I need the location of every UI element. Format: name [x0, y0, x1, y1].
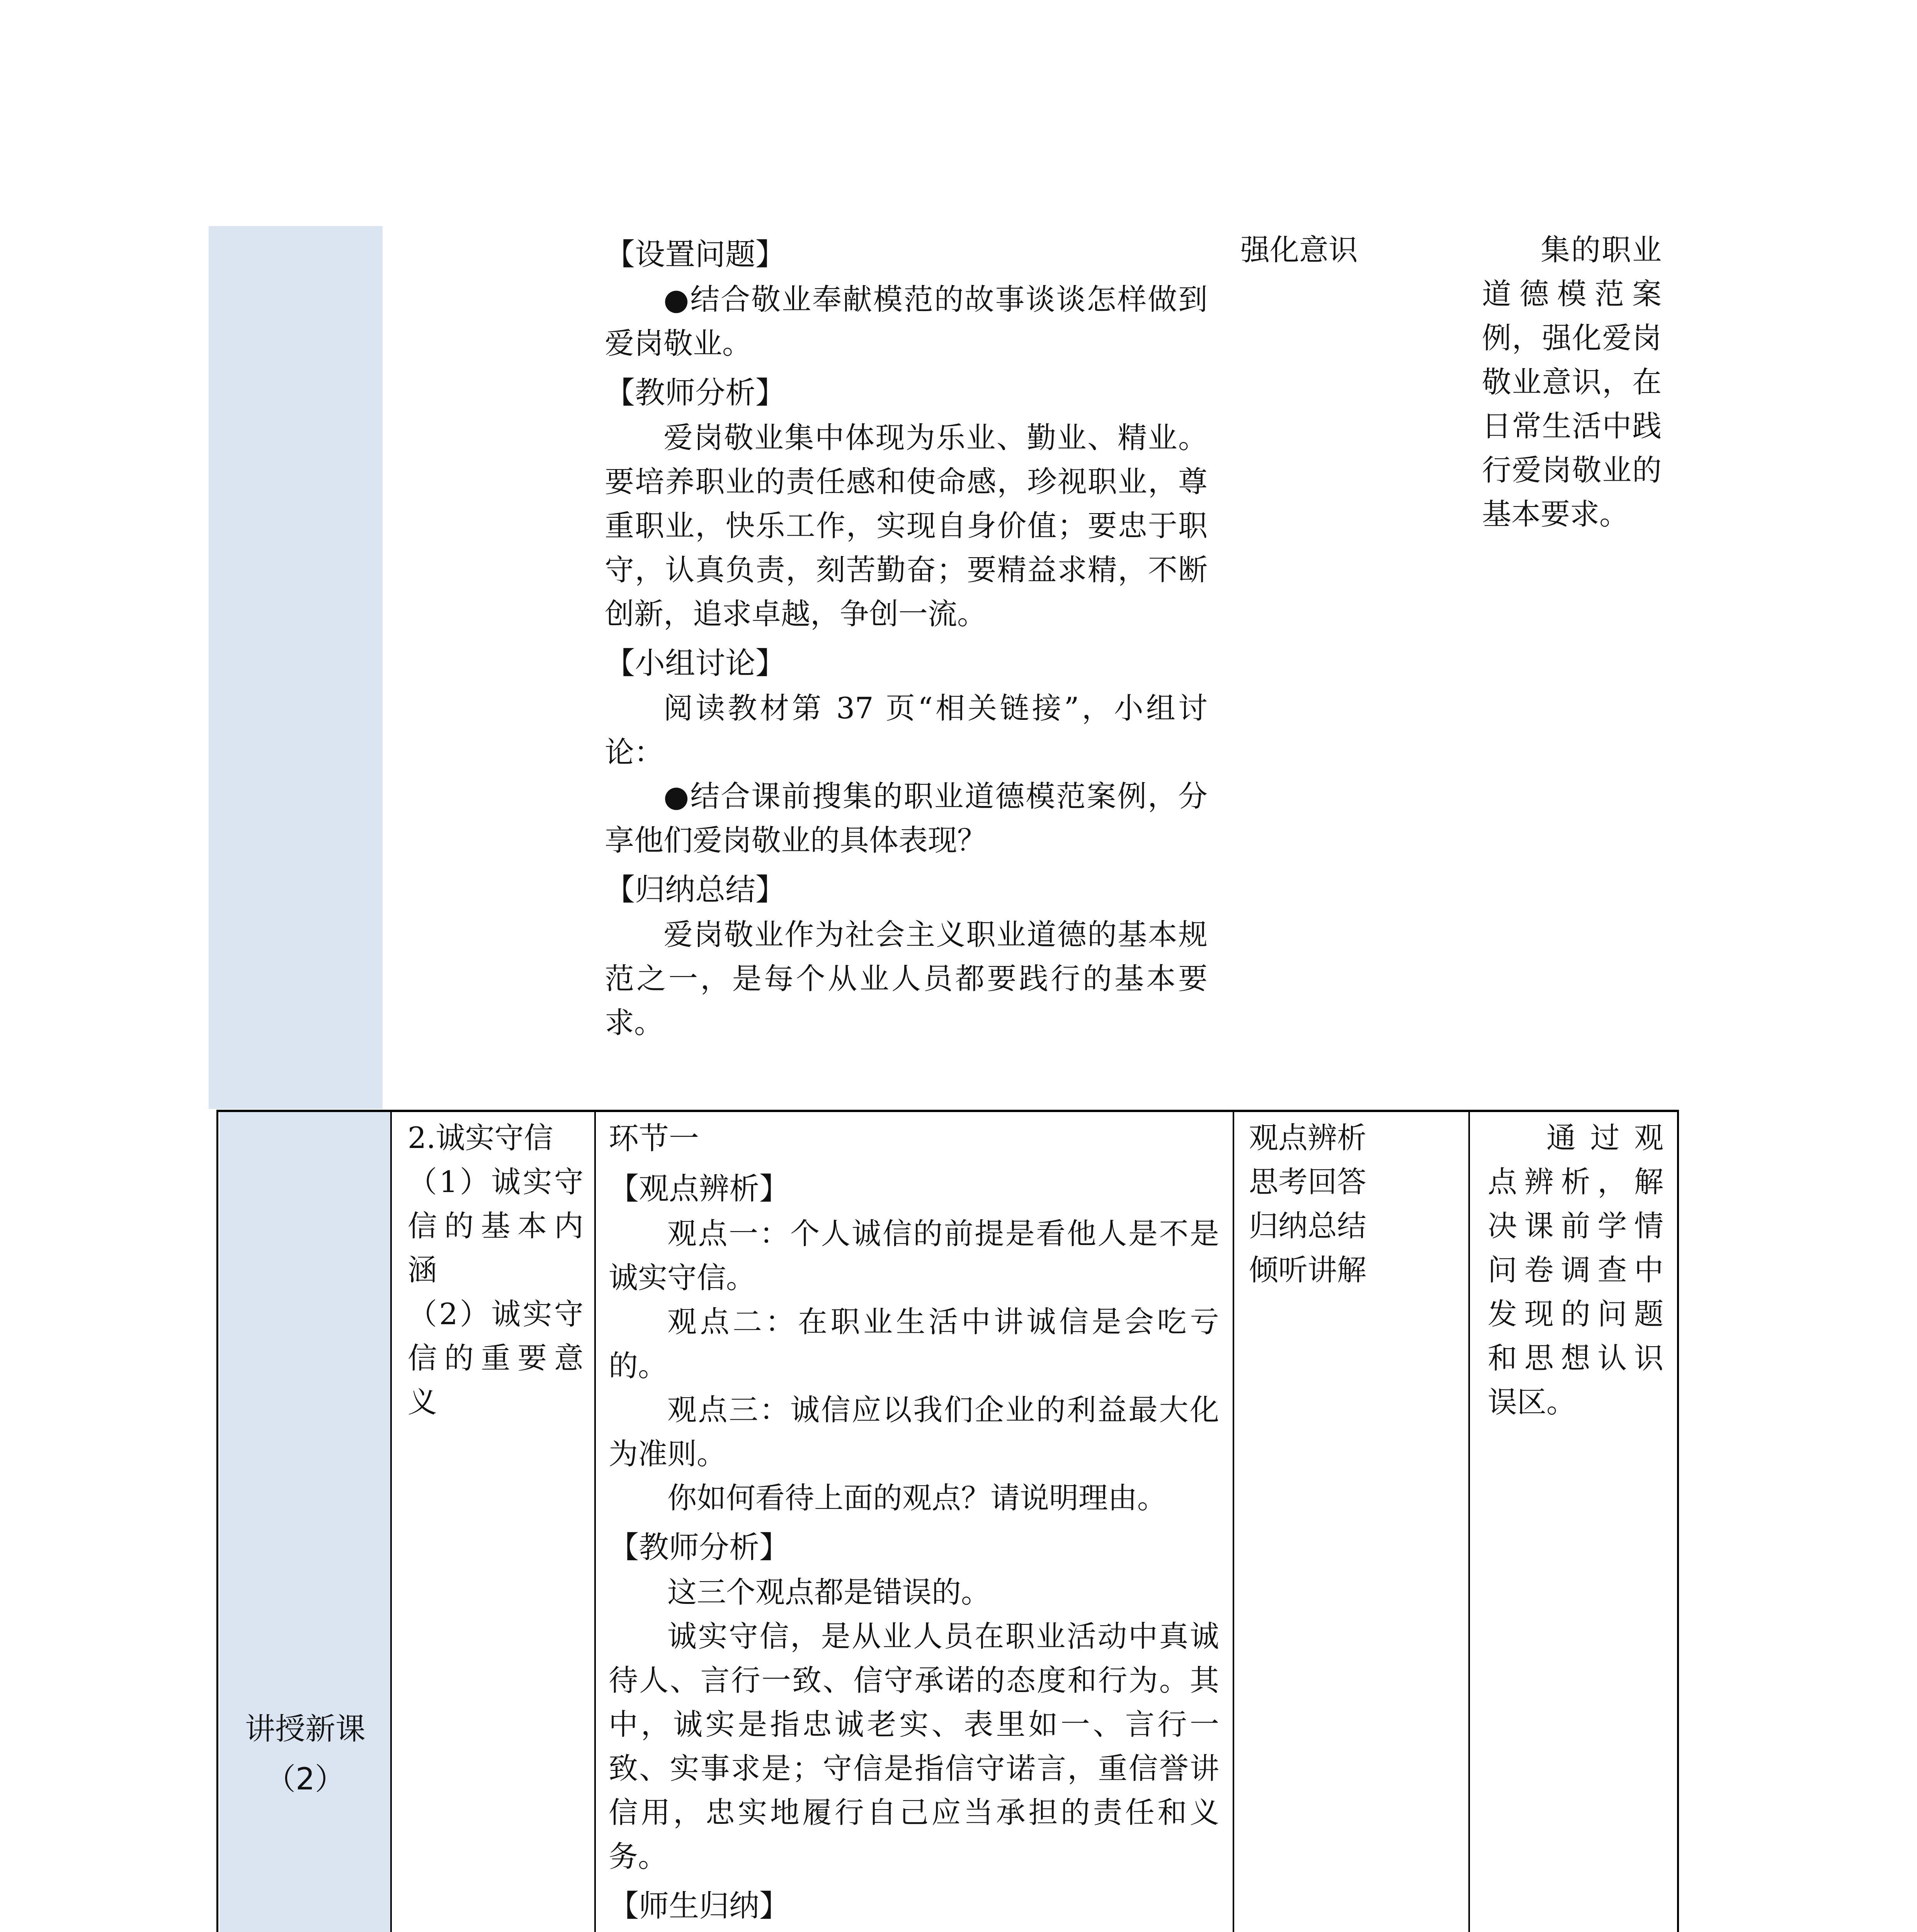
topic-line: （1）诚实守信的基本内涵 — [408, 1165, 583, 1287]
column-separator — [390, 1110, 392, 1932]
section-heading: 【归纳总结】 — [605, 872, 786, 907]
activity-item: 倾听讲解 — [1249, 1253, 1366, 1287]
paragraph: 爱岗敬业集中体现为乐业、勤业、精业。要培养职业的责任感和使命感，珍视职业，尊重职业，快乐工作，实现自身价值；要忠于职守，认真负责，刻苦勤奋；要精益求精，不断创新，追求卓越，争创一流。 — [605, 420, 1208, 631]
paragraph: 阅读教材第 37 页“相关链接”，小组讨论： — [605, 691, 1208, 769]
section-heading: 【设置问题】 — [605, 237, 786, 272]
row-a-activities-cell — [1249, 1116, 1458, 1292]
section-label-number: （2） — [265, 1762, 345, 1797]
activity-item: 观点辨析 — [1249, 1121, 1366, 1155]
paragraph: 你如何看待上面的观点？请说明理由。 — [667, 1481, 1167, 1515]
paragraph: ●结合课前搜集的职业道德模范案例，分享他们爱岗敬业的具体表现？ — [605, 779, 1208, 857]
paragraph: 爱岗敬业作为社会主义职业道德的基本规范之一，是每个从业人员都要践行的基本要求。 — [605, 917, 1208, 1040]
activity-item: 归纳总结 — [1249, 1209, 1366, 1243]
row-a-purpose-cell — [1488, 1116, 1664, 1424]
top-purpose-cell — [1482, 228, 1662, 536]
paragraph: ●结合敬业奉献模范的故事谈谈怎样做到爱岗敬业。 — [605, 282, 1208, 361]
paragraph: 观点一：个人诚信的前提是看他人是不是诚实守信。 — [609, 1216, 1219, 1295]
purpose-text: 集的职业道德模范案例，强化爱岗敬业意识，在日常生活中践行爱岗敬业的基本要求。 — [1482, 233, 1662, 531]
row-separator — [216, 1110, 1679, 1112]
section-heading: 环节一 — [609, 1121, 699, 1156]
row-a-topic-cell — [408, 1116, 583, 1424]
paragraph: 观点二：在职业生活中讲诚信是会吃亏的。 — [609, 1304, 1219, 1383]
activity-item: 思考回答 — [1249, 1165, 1366, 1199]
column-separator — [1233, 1110, 1234, 1932]
section-heading: 【师生归纳】 — [609, 1889, 790, 1923]
column-separator — [594, 1110, 596, 1932]
paragraph: 观点三：诚信应以我们企业的利益最大化为准则。 — [609, 1393, 1219, 1471]
row-a-content-cell — [609, 1116, 1219, 1932]
section-label — [216, 1704, 394, 1804]
paragraph: 这三个观点都是错误的。 — [667, 1575, 990, 1609]
paragraph: 诚实守信，是从业人员在职业活动中真诚待人、言行一致、信守承诺的态度和行为。其中，诚实是指忠诚老实、表里如一、言行一致、实事求是；守信是指信守诺言，重信誉讲信用，忠实地履行自己应当承担的责任和义务。 — [609, 1619, 1219, 1874]
topic-line: （2）诚实守信的重要意义 — [408, 1297, 583, 1419]
activity-text: 强化意识 — [1240, 233, 1358, 267]
section-heading: 【教师分析】 — [609, 1530, 790, 1565]
paragraph — [609, 1929, 1219, 1932]
table-right-border — [1677, 1110, 1679, 1932]
section-label-title: 讲授新课 — [245, 1712, 366, 1747]
topic-line: 2.诚实守信 — [408, 1121, 553, 1155]
top-content-cell — [605, 232, 1208, 1109]
section-heading: 【教师分析】 — [605, 376, 786, 410]
table-left-border — [216, 1110, 218, 1932]
section-heading: 【小组讨论】 — [605, 646, 786, 681]
column-separator — [1468, 1110, 1470, 1932]
label-column-shade-bottom — [219, 1112, 390, 1932]
section-heading: 【观点辨析】 — [609, 1172, 790, 1206]
purpose-text: 通过观点辨析，解决课前学情问卷调查中发现的问题和思想认识误区。 — [1488, 1121, 1664, 1419]
top-activity-cell — [1240, 228, 1457, 272]
label-column-shade-top — [209, 226, 383, 1109]
